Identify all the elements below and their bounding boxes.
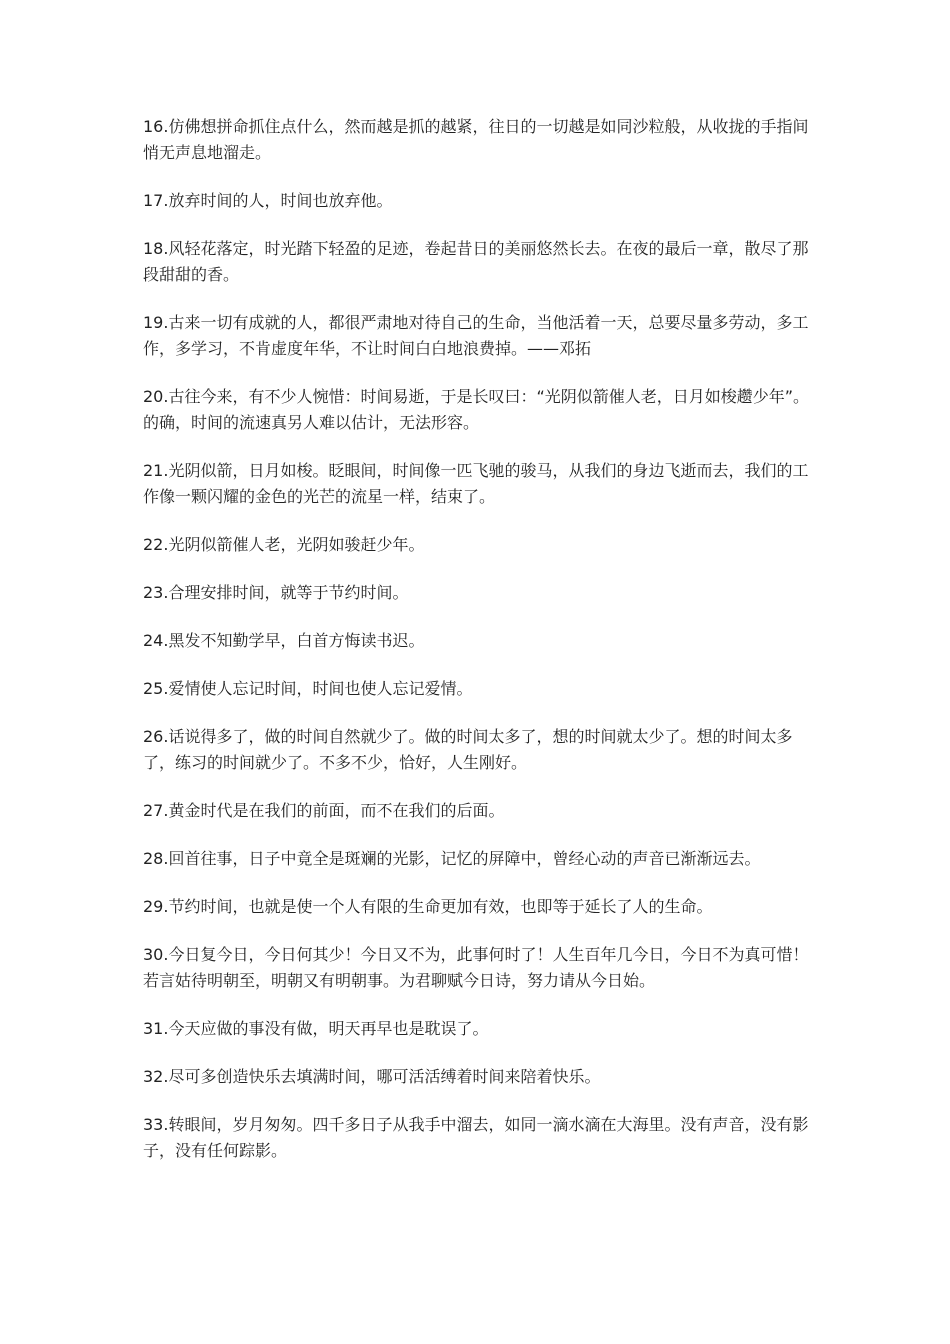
paragraph-22: 22.光阴似箭催人老，光阴如骏赶少年。 [143,535,425,554]
paragraph-33: 33.转眼间，岁月匆匆。四千多日子从我手中溜去，如同一滴水滴在大海里。没有声音，没有影子，没有任何踪影。 [143,1115,809,1160]
paragraph-23: 23.合理安排时间，就等于节约时间。 [143,583,409,602]
paragraph-31: 31.今天应做的事没有做，明天再早也是耽误了。 [143,1019,489,1038]
paragraph-16: 16.仿佛想拼命抓住点什么，然而越是抓的越紧，往日的一切越是如同沙粒般，从收拢的手指间悄无声息地溜走。 [143,117,809,162]
paragraph-19: 19.古来一切有成就的人，都很严肃地对待自己的生命，当他活着一天，总要尽量多劳动，多工作，多学习，不肯虚度年华，不让时间白白地浪费掉。——邓拓 [143,313,809,358]
document-body [143,114,811,1186]
paragraph-27: 27.黄金时代是在我们的前面，而不在我们的后面。 [143,801,505,820]
paragraph-17: 17.放弃时间的人，时间也放弃他。 [143,191,393,210]
paragraph-29: 29.节约时间，也就是使一个人有限的生命更加有效，也即等于延长了人的生命。 [143,897,713,916]
paragraph-18: 18.风轻花落定，时光踏下轻盈的足迹，卷起昔日的美丽悠然长去。在夜的最后一章，散尽了那段甜甜的香。 [143,239,809,284]
paragraph-30: 30.今日复今日，今日何其少！今日又不为，此事何时了！人生百年几今日，今日不为真可惜！若言姑待明朝至，明朝又有明朝事。为君聊赋今日诗，努力请从今日始。 [143,945,809,990]
paragraph-32: 32.尽可多创造快乐去填满时间，哪可活活缚着时间来陪着快乐。 [143,1067,601,1086]
paragraph-26: 26.话说得多了，做的时间自然就少了。做的时间太多了，想的时间就太少了。想的时间太多了，练习的时间就少了。不多不少，恰好，人生刚好。 [143,727,793,772]
paragraph-24: 24.黑发不知勤学早，白首方悔读书迟。 [143,631,425,650]
paragraph-28: 28.回首往事，日子中竟全是斑斓的光影，记忆的屏障中，曾经心动的声音已渐渐远去。 [143,849,761,868]
paragraph-20: 20.古往今来，有不少人惋惜：时间易逝，于是长叹曰：“光阴似箭催人老，日月如梭趱少年”。的确，时间的流速真另人难以估计，无法形容。 [143,387,810,432]
paragraph-21: 21.光阴似箭，日月如梭。眨眼间，时间像一匹飞驰的骏马，从我们的身边飞逝而去，我们的工作像一颗闪耀的金色的光芒的流星一样，结束了。 [143,461,809,506]
paragraph-25: 25.爱情使人忘记时间，时间也使人忘记爱情。 [143,679,473,698]
